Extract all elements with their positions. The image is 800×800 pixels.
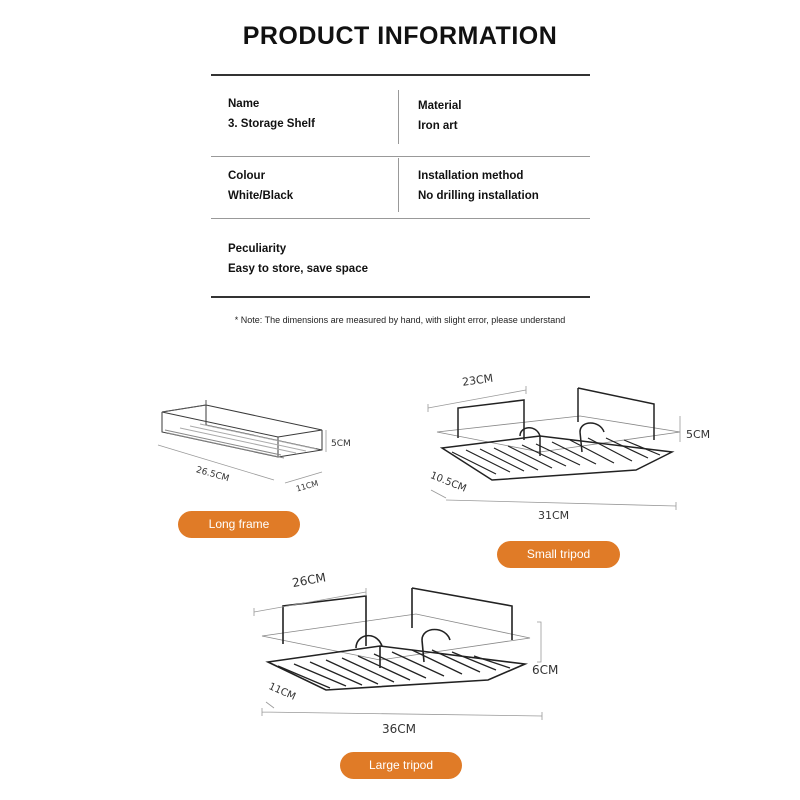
- page-title: PRODUCT INFORMATION: [242, 22, 558, 50]
- small-tripod-height-label: 5CM: [686, 428, 711, 441]
- long-frame-width-label: 11CM: [295, 478, 320, 494]
- colour-value: White/Black: [228, 190, 294, 202]
- peculiarity-label: Peculiarity: [228, 243, 287, 255]
- dimension-note: * Note: The dimensions are measured by hand, with slight error, please understand: [234, 315, 566, 325]
- small-tripod-side-label: 23CM: [461, 371, 494, 389]
- large-tripod-width-label: 11CM: [266, 681, 298, 703]
- installation-value: No drilling installation: [418, 190, 539, 202]
- small-tripod-width-label: 10.5CM: [428, 470, 468, 495]
- small-tripod-length-label: 31CM: [538, 509, 570, 522]
- colour-label: Colour: [228, 170, 266, 182]
- name-label: Name: [228, 98, 260, 110]
- large-tripod-dimension-lines: [254, 588, 542, 720]
- long-frame-label: Long frame: [178, 511, 300, 538]
- large-tripod-side-label: 26CM: [291, 570, 327, 591]
- small-tripod-label: Small tripod: [497, 541, 620, 568]
- peculiarity-value: Easy to store, save space: [228, 263, 368, 275]
- material-label: Material: [418, 100, 462, 112]
- installation-label: Installation method: [418, 170, 524, 182]
- long-frame-illustration: [162, 400, 322, 458]
- large-tripod-label: Large tripod: [340, 752, 462, 779]
- large-tripod-height-label: 6CM: [532, 663, 559, 677]
- small-tripod-illustration: [437, 388, 680, 480]
- long-frame-height-label: 5CM: [331, 439, 351, 449]
- name-value: 3. Storage Shelf: [228, 118, 315, 130]
- long-frame-dimension-lines: [158, 430, 326, 483]
- large-tripod-length-label: 36CM: [382, 722, 417, 736]
- material-value: Iron art: [418, 120, 458, 132]
- long-frame-length-label: 26.5CM: [194, 465, 231, 485]
